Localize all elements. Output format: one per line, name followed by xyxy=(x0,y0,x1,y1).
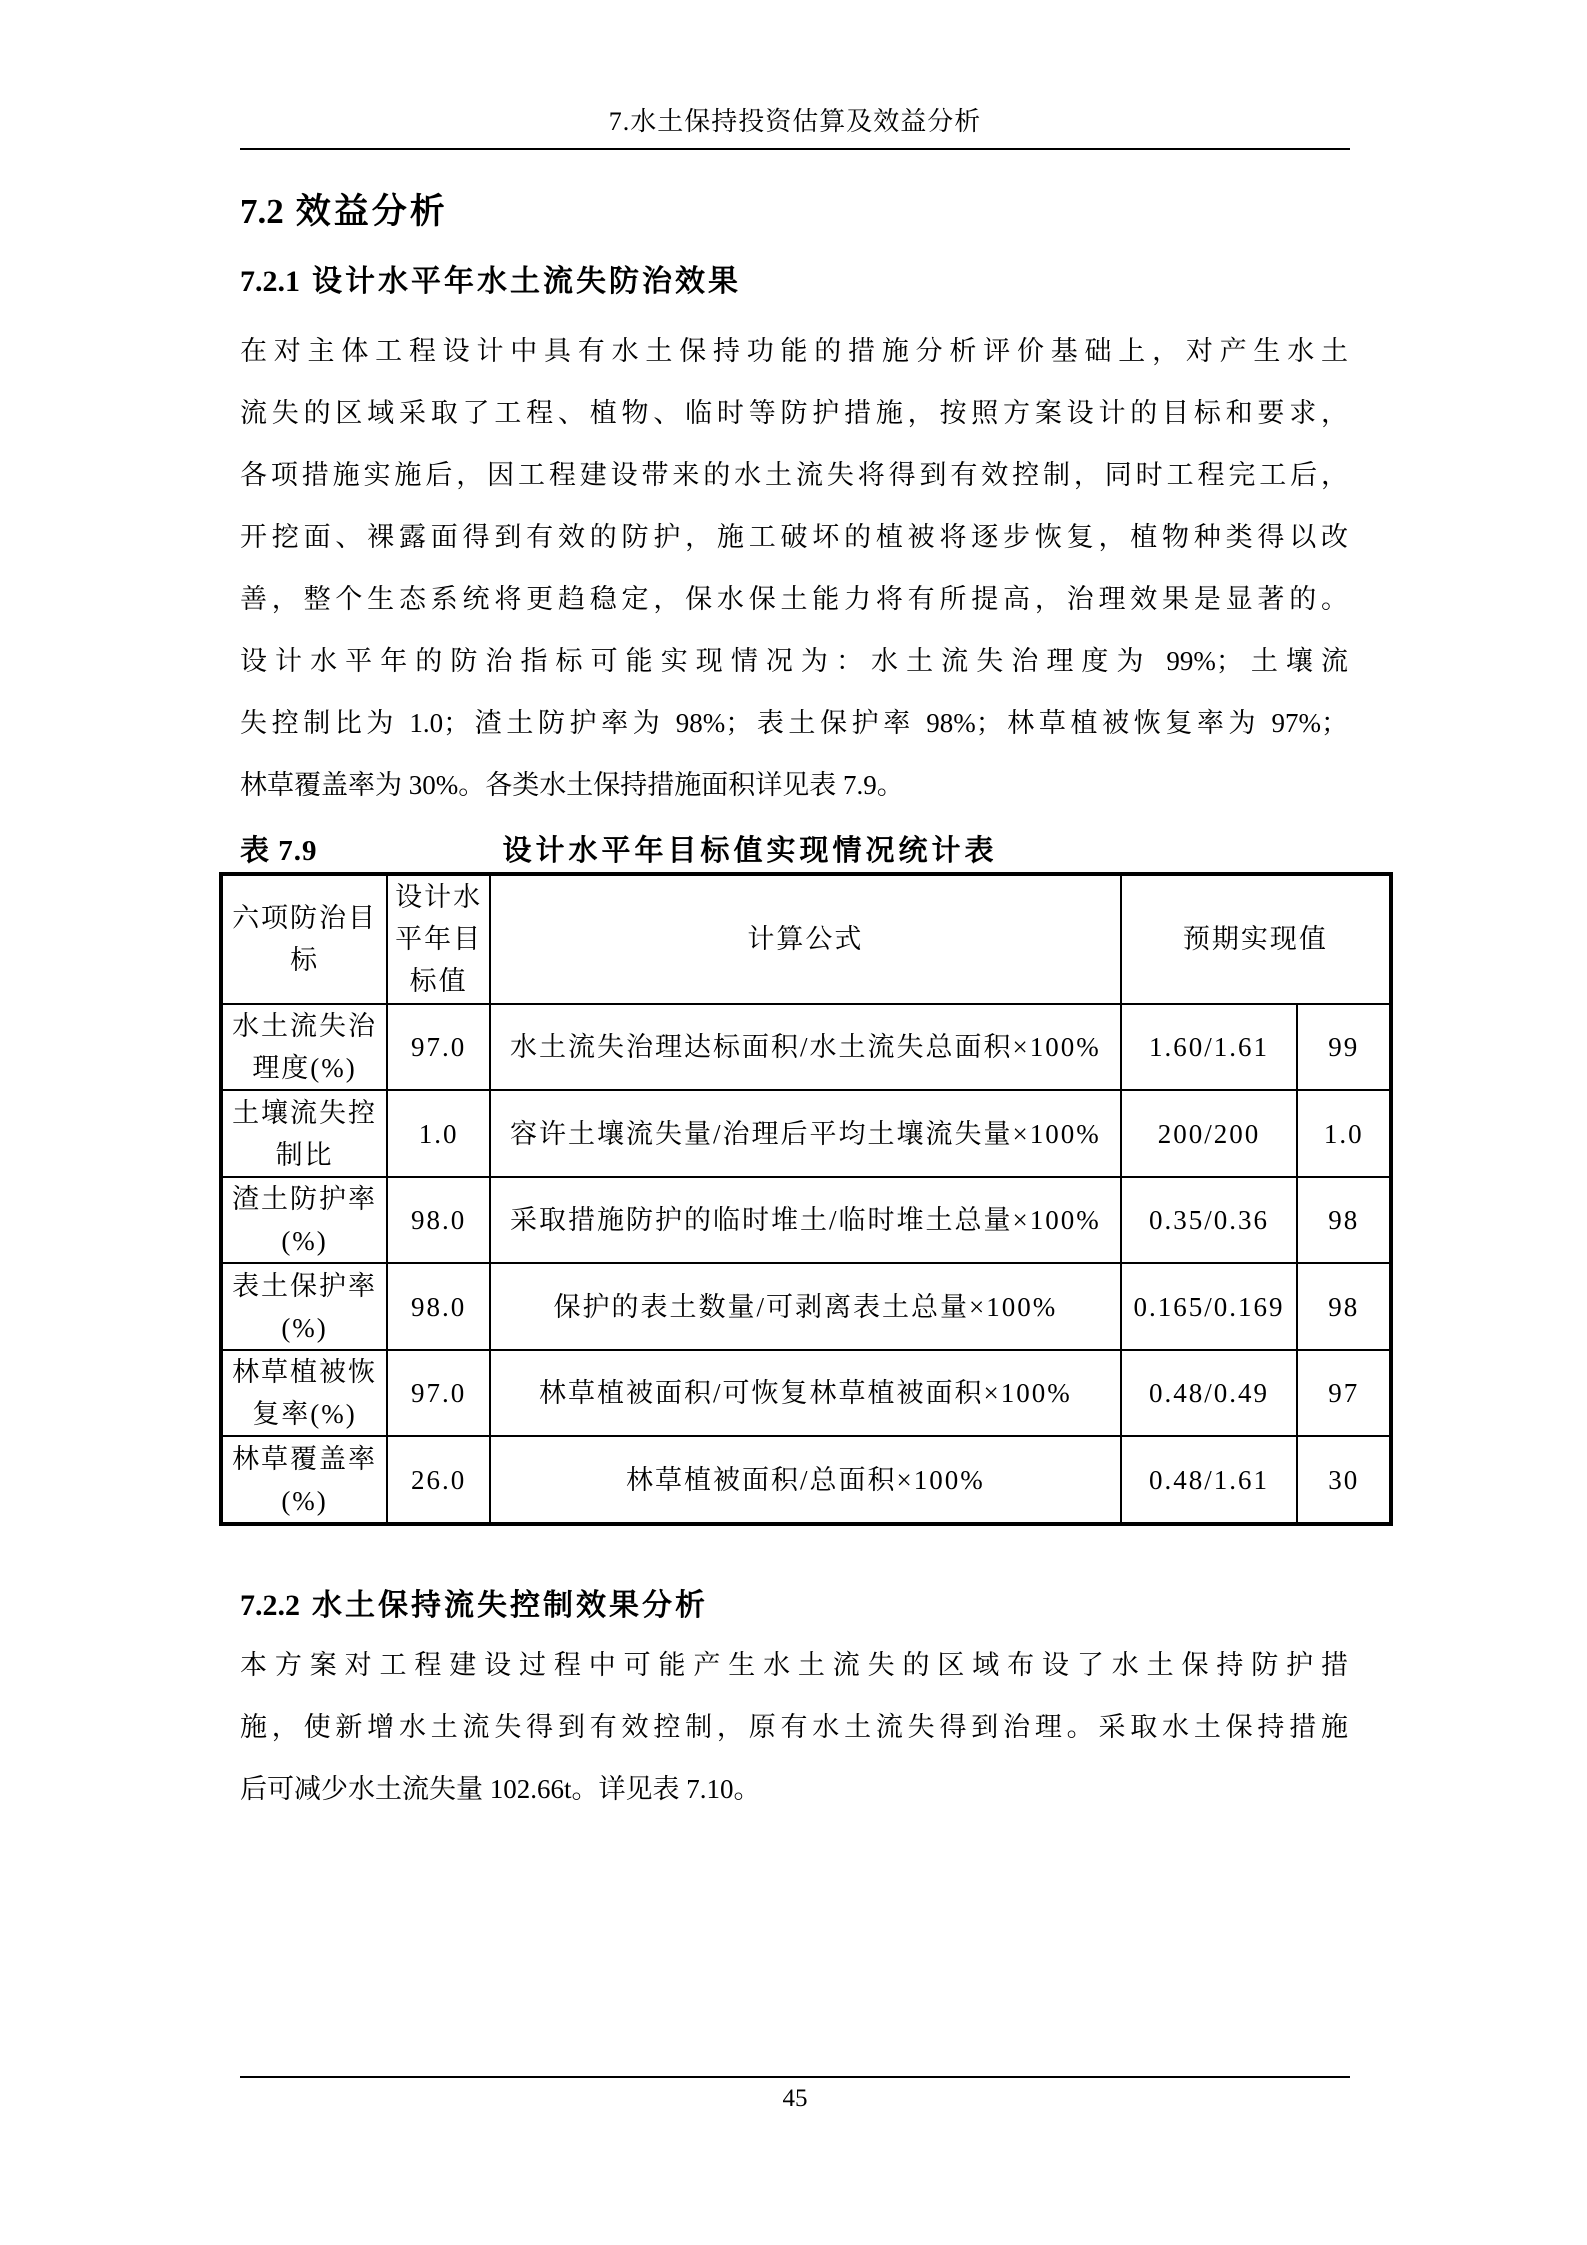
cell-expected-value: 1.0 xyxy=(1297,1090,1391,1177)
paragraph-3 xyxy=(240,1634,1348,1820)
table-caption: 设计水平年目标值实现情况统计表 xyxy=(502,835,998,867)
paragraph-line: 失控制比为 1.0；渣土防护率为 98%；表土保护率 98%；林草植被恢复率为 97%； xyxy=(240,708,1348,738)
cell-target: 林草植被恢复率(%) xyxy=(221,1350,387,1437)
table-row xyxy=(221,1004,1391,1091)
cell-expected-ratio: 0.165/0.169 xyxy=(1121,1263,1298,1350)
table-label: 表 7.9 xyxy=(240,835,318,867)
cell-goal-value: 97.0 xyxy=(387,1350,490,1437)
cell-expected-ratio: 0.48/1.61 xyxy=(1121,1436,1298,1524)
paragraph-line: 设计水平年的防治指标可能实现情况为：水土流失治理度为 99%；土壤流 xyxy=(240,646,1348,676)
cell-expected-ratio: 200/200 xyxy=(1121,1090,1298,1177)
paragraph-line: 在对主体工程设计中具有水土保持功能的措施分析评价基础上，对产生水土 xyxy=(240,336,1348,366)
section-title: 效益分析 xyxy=(295,192,448,231)
cell-goal-value: 26.0 xyxy=(387,1436,490,1524)
table-header-row xyxy=(221,874,1391,1004)
header-cell-expected: 预期实现值 xyxy=(1121,874,1391,1004)
footer-rule xyxy=(240,2076,1350,2078)
cell-goal-value: 97.0 xyxy=(387,1004,490,1091)
paragraph-2 xyxy=(240,630,1348,816)
paragraph-line: 各项措施实施后，因工程建设带来的水土流失将得到有效控制，同时工程完工后， xyxy=(240,460,1348,490)
cell-target: 水土流失治理度(%) xyxy=(221,1004,387,1091)
section-number: 7.2.2 xyxy=(240,1589,300,1622)
table-row xyxy=(221,1090,1391,1177)
cell-expected-value: 98 xyxy=(1297,1263,1391,1350)
cell-goal-value: 98.0 xyxy=(387,1263,490,1350)
cell-expected-ratio: 0.35/0.36 xyxy=(1121,1177,1298,1264)
header-cell-goal: 设计水平年目标值 xyxy=(387,874,490,1004)
cell-expected-ratio: 1.60/1.61 xyxy=(1121,1004,1298,1091)
cell-target: 渣土防护率(%) xyxy=(221,1177,387,1264)
cell-formula: 采取措施防护的临时堆土/临时堆土总量×100% xyxy=(490,1177,1121,1264)
cell-expected-ratio: 0.48/0.49 xyxy=(1121,1350,1298,1437)
section-title: 水土保持流失控制效果分析 xyxy=(312,1589,708,1622)
header-cell-formula: 计算公式 xyxy=(490,874,1121,1004)
header-cell-target: 六项防治目标 xyxy=(221,874,387,1004)
cell-formula: 容许土壤流失量/治理后平均土壤流失量×100% xyxy=(490,1090,1121,1177)
cell-formula: 保护的表土数量/可剥离表土总量×100% xyxy=(490,1263,1121,1350)
cell-target: 土壤流失控制比 xyxy=(221,1090,387,1177)
table-row xyxy=(221,1436,1391,1524)
paragraph-line: 本方案对工程建设过程中可能产生水土流失的区域布设了水土保持防护措 xyxy=(240,1650,1348,1680)
cell-expected-value: 98 xyxy=(1297,1177,1391,1264)
table-7-9 xyxy=(219,872,1393,1526)
header-rule xyxy=(240,148,1350,150)
cell-goal-value: 98.0 xyxy=(387,1177,490,1264)
cell-goal-value: 1.0 xyxy=(387,1090,490,1177)
paragraph-line: 流失的区域采取了工程、植物、临时等防护措施，按照方案设计的目标和要求， xyxy=(240,398,1348,428)
paragraph-line: 施，使新增水土流失得到有效控制，原有水土流失得到治理。采取水土保持措施 xyxy=(240,1712,1348,1742)
cell-expected-value: 97 xyxy=(1297,1350,1391,1437)
section-number: 7.2 xyxy=(240,192,284,231)
paragraph-1 xyxy=(240,320,1348,630)
paragraph-line: 后可减少水土流失量 102.66t。详见表 7.10。 xyxy=(240,1774,761,1804)
paragraph-line: 开挖面、裸露面得到有效的防护，施工破坏的植被将逐步恢复，植物种类得以改 xyxy=(240,522,1348,552)
goal-table xyxy=(219,872,1393,1526)
section-title: 设计水平年水土流失防治效果 xyxy=(312,265,741,298)
table-row xyxy=(221,1177,1391,1264)
cell-formula: 水土流失治理达标面积/水土流失总面积×100% xyxy=(490,1004,1121,1091)
section-number: 7.2.1 xyxy=(240,265,300,298)
cell-expected-value: 30 xyxy=(1297,1436,1391,1524)
cell-formula: 林草植被面积/总面积×100% xyxy=(490,1436,1121,1524)
cell-formula: 林草植被面积/可恢复林草植被面积×100% xyxy=(490,1350,1121,1437)
page-number: 45 xyxy=(782,2085,808,2112)
paragraph-line: 林草覆盖率为 30%。各类水土保持措施面积详见表 7.9。 xyxy=(240,770,904,800)
section-7-2-2-heading xyxy=(240,1586,708,1626)
cell-target: 表土保护率(%) xyxy=(221,1263,387,1350)
section-7-2-1-heading xyxy=(240,262,741,302)
paragraph-line: 善，整个生态系统将更趋稳定，保水保土能力将有所提高，治理效果是显著的。 xyxy=(240,584,1348,614)
table-caption-row xyxy=(240,830,1350,872)
table-row xyxy=(221,1263,1391,1350)
section-7-2-heading xyxy=(240,190,448,234)
cell-target: 林草覆盖率(%) xyxy=(221,1436,387,1524)
running-header-title: 7.水土保持投资估算及效益分析 xyxy=(608,107,982,136)
cell-expected-value: 99 xyxy=(1297,1004,1391,1091)
table-row xyxy=(221,1350,1391,1437)
